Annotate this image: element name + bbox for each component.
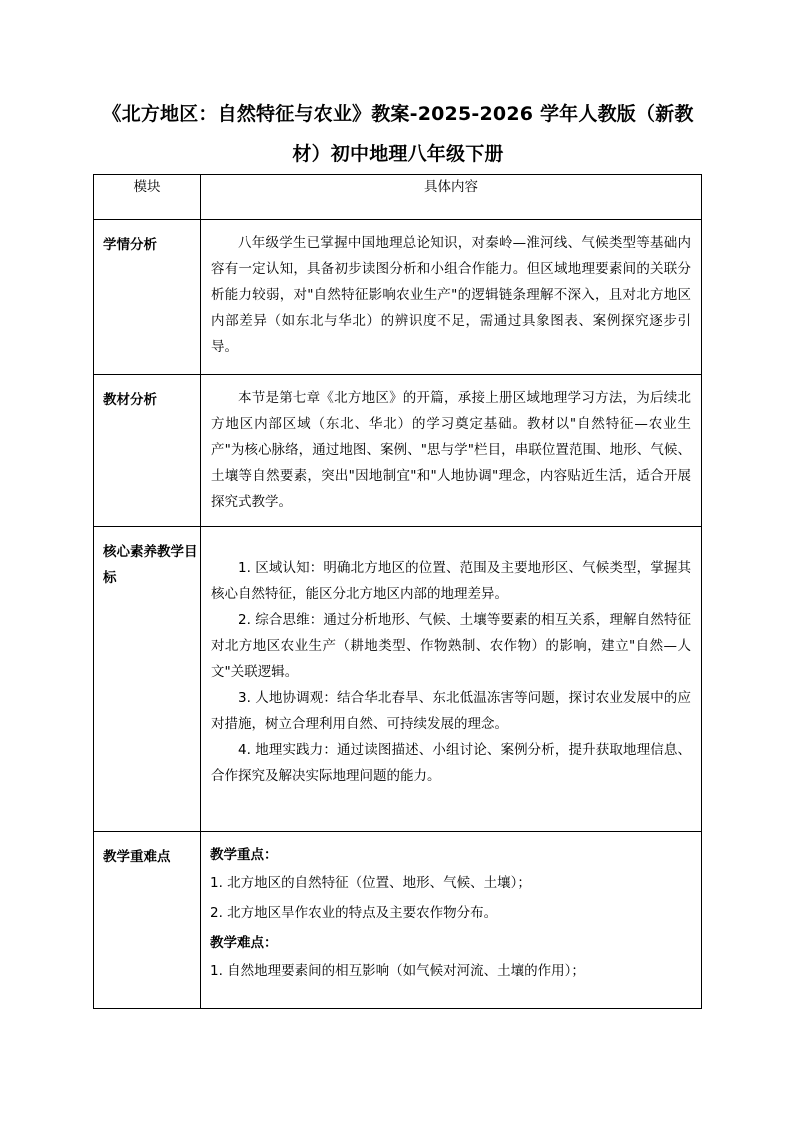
key-point-item: 2. 北方地区旱作农业的特点及主要农作物分布。 [210, 905, 498, 921]
goal-item: 4. 地理实践力：通过读图描述、小组讨论、案例分析，提升获取地理信息、合作探究及解决实际地理问题的能力。 [211, 742, 691, 784]
goal-item: 1. 区域认知：明确北方地区的位置、范围及主要地形区、气候类型，掌握其核心自然特征，能区分北方地区内部的地理差异。 [211, 560, 691, 602]
lesson-plan-table [93, 174, 702, 1009]
title-line-2: 材）初中地理八年级下册 [292, 143, 504, 165]
row-label-key-difficult-points: 教学重难点 [94, 832, 201, 1009]
table-row-key-difficult-points [94, 832, 702, 1009]
goal-item: 3. 人地协调观：结合华北春旱、东北低温冻害等问题，探讨农业发展中的应对措施，树立合理利用自然、可持续发展的理念。 [211, 690, 691, 732]
key-point-item: 1. 北方地区的自然特征（位置、地形、气候、土壤）； [210, 875, 531, 891]
row-content-key-difficult-points [201, 832, 702, 1009]
row-content-core-goals [201, 527, 702, 832]
row-content-textbook-analysis [201, 375, 702, 527]
header-module: 模块 [94, 175, 201, 220]
difficult-points-heading: 教学难点： [210, 935, 278, 951]
goal-item: 2. 综合思维：通过分析地形、气候、土壤等要素的相互关系，理解自然特征对北方地区农业生产（耕地类型、作物熟制、农作物）的影响，建立"自然—人文"关联逻辑。 [211, 612, 691, 680]
difficult-point-item: 1. 自然地理要素间的相互影响（如气候对河流、土壤的作用）； [210, 963, 585, 979]
table-row-textbook-analysis [94, 375, 702, 527]
row-label-student-analysis: 学情分析 [94, 220, 201, 375]
row-content-student-analysis [201, 220, 702, 375]
table-row-student-analysis [94, 220, 702, 375]
table-header-row [94, 175, 702, 220]
row-label-core-goals: 核心素养教学目标 [94, 527, 201, 832]
table-row-core-goals [94, 527, 702, 832]
student-analysis-text: 八年级学生已掌握中国地理总论知识，对秦岭—淮河线、气候类型等基础内容有一定认知，具备初步读图分析和小组合作能力。但区域地理要素间的关联分析能力较弱，对"自然特征影响农业生产"的逻辑链条理解不深入，且对北方地区内部差异（如东北与华北）的辨识度不足，需通过具象图表、案例探究逐步引导。 [211, 235, 691, 355]
textbook-analysis-text: 本节是第七章《北方地区》的开篇，承接上册区域地理学习方法，为后续北方地区内部区域（东北、华北）的学习奠定基础。教材以"自然特征—农业生产"为核心脉络，通过地图、案例、"思与学"栏目，串联位置范围、地形、气候、土壤等自然要素，突出"因地制宜"和"人地协调"理念，内容贴近生活，适合开展探究式教学。 [211, 390, 691, 510]
title-line-1: 《北方地区：自然特征与农业》教案-2025-2026 学年人教版（新教 [102, 103, 694, 125]
key-points-heading: 教学重点： [210, 847, 278, 863]
row-label-textbook-analysis: 教材分析 [94, 375, 201, 527]
header-content: 具体内容 [201, 175, 702, 220]
document-title [96, 94, 700, 174]
